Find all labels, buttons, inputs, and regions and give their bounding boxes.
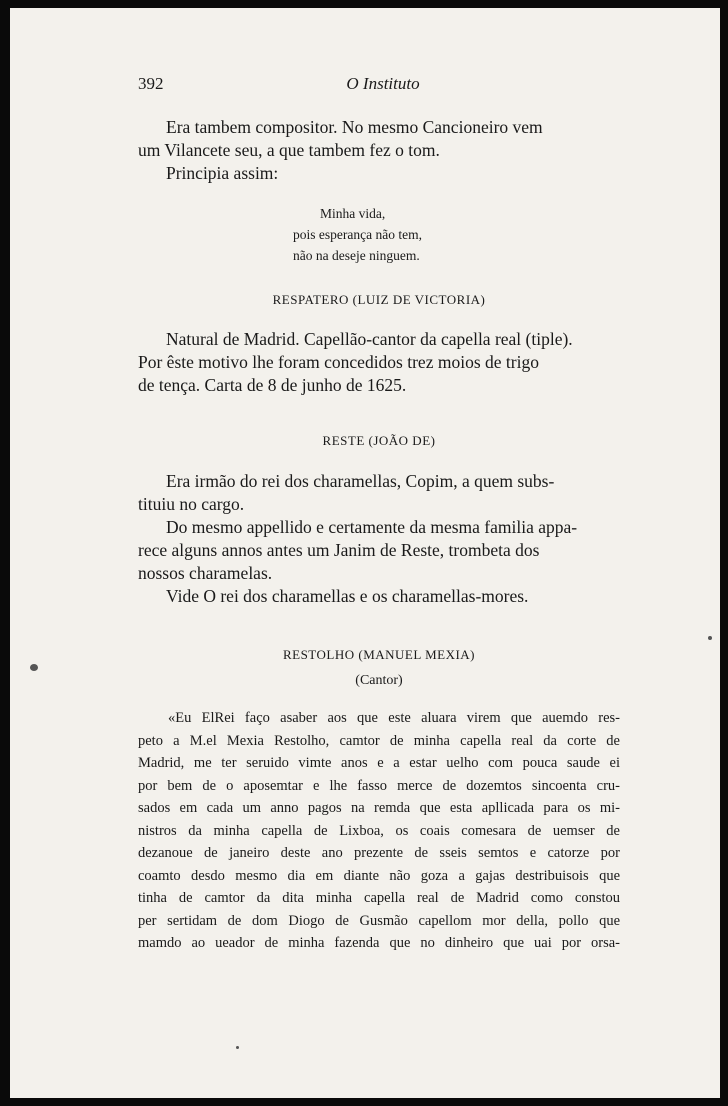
entry-paragraph [138,328,620,397]
entry-line: Do mesmo appellido e certamente da mesma familia appa- [166,517,578,537]
ink-speck [708,636,712,640]
entry-paragraph [138,470,620,608]
running-head [138,74,628,98]
entry-line: de tença. Carta de 8 de junho de 1625. [138,375,407,395]
entry-line: Era irmão do rei dos charamellas, Copim, a quem subs- [166,471,555,491]
entry-line: Natural de Madrid. Capellão-cantor da capella real (tiple). [166,329,573,349]
document-line: nistros da minha capella de Lixboa, os coais comesara de uemser de [138,822,620,839]
document-line: peto a M.el Mexia Restolho, camtor de minha capella real da corte de [138,732,620,749]
entry-heading: RESPATERO (LUIZ DE VICTORIA) [272,292,486,307]
document-line: coamto desdo mesmo dia em diante não goza a gajas destribuisois que [138,867,620,884]
entry-line: rece alguns annos antes um Janim de Reste, trombeta dos [138,540,540,560]
running-title: O Instituto [346,74,420,93]
verse-line: Minha vida, [320,206,386,221]
intro-line: Principia assim: [166,163,279,183]
verse-line: pois esperança não tem, [293,227,422,242]
ink-speck [236,1046,239,1049]
document-line: dezanoue de janeiro deste ano prezente de sseis semtos e catorze por [138,845,620,861]
entry-heading: RESTE (JOÃO DE) [322,433,436,448]
verse-block [278,203,478,266]
ink-speck [30,664,38,671]
document-line: por bem de o aposemtar e lhe fasso merce de dozemtos sincoenta cru- [138,777,620,794]
entry-line: tituiu no cargo. [138,494,245,514]
document-line: per sertidam de dom Diogo de Gusmão capellom mor della, pollo que [138,912,620,929]
intro-paragraph [138,116,620,185]
intro-line: um Vilancete seu, a que tambem fez o tom. [138,140,440,160]
entry-line: Vide O rei dos charamellas e os charamellas-mores. [166,586,529,606]
page-number: 392 [138,74,164,93]
entry-heading: RESTOLHO (MANUEL MEXIA) [282,647,476,662]
entry-subheading: (Cantor) [355,673,403,688]
entry-line: nossos charamelas. [138,563,273,583]
verse-line: não na deseje ninguem. [293,248,420,263]
document-line: mamdo ao ueador de minha fazenda que no dinheiro que uai por orsa- [138,935,620,951]
document-line: tinha de camtor da dita minha capella real de Madrid como constou [138,890,620,906]
entry-line: Por êste motivo lhe foram concedidos trez moios de trigo [138,352,539,372]
royal-document [138,707,620,955]
document-line: Madrid, me ter seruido vimte anos e a estar uelho com pouca saude ei [138,755,620,771]
intro-line: Era tambem compositor. No mesmo Cancioneiro vem [166,117,543,137]
document-line: sados em cada um anno pagos na remda que esta apllicada para os mi- [138,800,620,816]
document-line: «Eu ElRei faço asaber aos que este aluara virem que auemdo res- [168,710,620,726]
